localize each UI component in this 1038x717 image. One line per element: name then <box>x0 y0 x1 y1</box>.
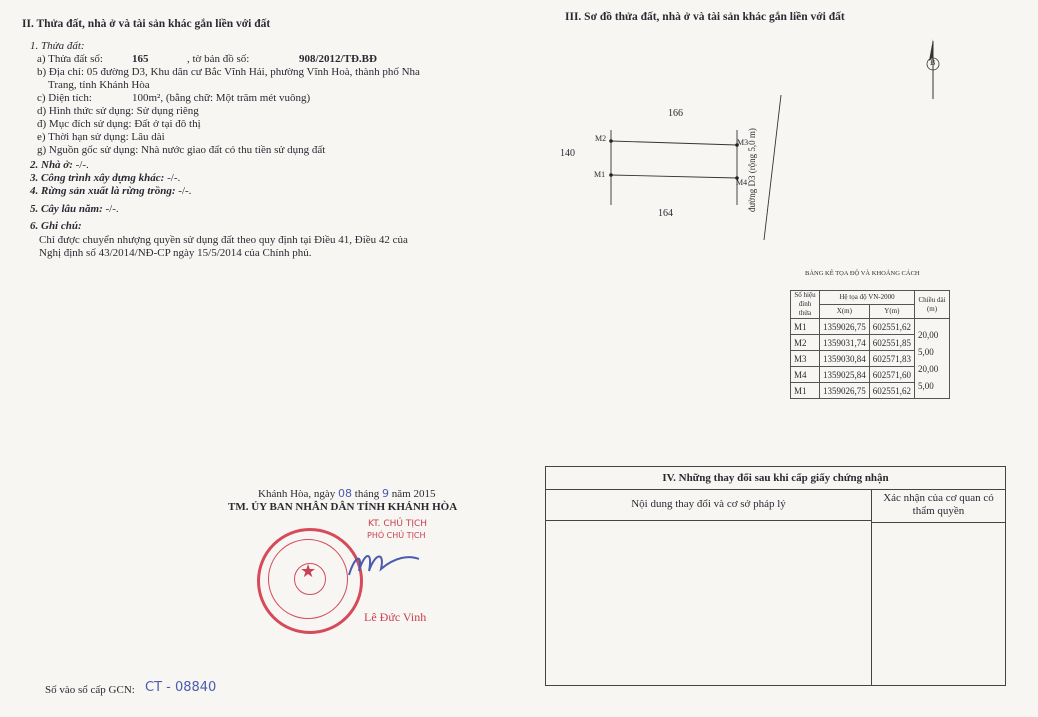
item-perennial-trees: 5. Cây lâu năm: -/-. <box>30 203 119 215</box>
vertex-m4: M4 <box>736 178 748 187</box>
address-line-1: b) Địa chỉ: 05 đường D3, Khu dân cư Bắc Vĩnh Hải, phường Vĩnh Hoà, thành phố Nha <box>37 66 420 78</box>
changes-col-confirm: Xác nhận của cơ quan có thẩm quyền <box>872 490 1005 523</box>
north-arrow-icon <box>927 39 939 99</box>
role-label: PHÓ CHỦ TỊCH <box>367 531 426 540</box>
item-notes: 6. Ghi chú: <box>30 220 82 232</box>
kt-label: KT. CHỦ TỊCH <box>368 519 428 529</box>
neighbor-164: 164 <box>658 208 673 219</box>
changes-col-content: Nội dung thay đổi và cơ sở pháp lý <box>546 490 872 521</box>
note-line-2: Nghị định số 43/2014/NĐ-CP ngày 15/5/2014 của Chính phủ. <box>39 247 312 259</box>
usage-purpose: đ) Mục đích sử dụng: Đất ở tại đô thị <box>37 118 201 130</box>
parcel-diagram <box>550 35 990 245</box>
vertex-m3: M3 <box>737 138 749 147</box>
table-row: M2 1359031,74 602551,85 <box>791 335 950 351</box>
table-title: BẢNG KÊ TỌA ĐỘ VÀ KHOẢNG CÁCH <box>805 270 920 277</box>
boundary-m2-m3 <box>611 141 737 145</box>
length-value: 20,00 <box>918 364 939 374</box>
neighbor-140: 140 <box>560 148 575 159</box>
road-label: đường D3 (rộng 5,0 m) <box>746 128 757 212</box>
col-coord-system: Hệ tọa độ VN-2000 <box>820 291 915 305</box>
item-forest: 4. Rừng sản xuất là rừng trồng: -/-. <box>30 185 192 197</box>
area-label: c) Diện tích: <box>37 92 92 104</box>
parcel-number: 165 <box>132 53 149 65</box>
section-iii-title: III. Sơ đồ thửa đất, nhà ở và tài sản khác gắn liền với đất <box>565 11 845 23</box>
signature-icon <box>345 545 425 585</box>
neighbor-166: 166 <box>668 108 683 119</box>
parcel-number-label: a) Thửa đất số: <box>37 53 103 65</box>
map-sheet-label: , tờ bản đồ số: <box>187 53 250 65</box>
gcn-registry-number: CT - 08840 <box>145 680 217 695</box>
north-label: B <box>930 58 936 67</box>
vertex-m2: M2 <box>595 134 607 143</box>
land-heading: 1. Thửa đất: <box>30 40 85 52</box>
col-length: Chiều dài (m) <box>915 291 950 319</box>
coordinate-table <box>790 290 950 399</box>
area-value: 100m², (bằng chữ: Một trăm mét vuông) <box>132 92 311 104</box>
map-sheet-number: 908/2012/TĐ.BĐ <box>299 53 377 65</box>
col-y: Y(m) <box>869 305 914 319</box>
note-line-1: Chỉ được chuyển nhượng quyền sử dụng đất theo quy định tại Điều 41, Điều 42 của <box>39 234 408 246</box>
signing-date: Khánh Hòa, ngày 08 tháng 9 năm 2015 <box>258 487 436 500</box>
length-value: 20,00 <box>918 330 939 340</box>
changes-title: IV. Những thay đổi sau khi cấp giấy chứng nhận <box>546 467 1005 490</box>
length-value: 5,00 <box>918 347 934 357</box>
boundary-m1-m4 <box>611 175 737 178</box>
road-edge <box>764 95 781 240</box>
table-row: M3 1359030,84 602571,83 <box>791 351 950 367</box>
table-row: M1 1359026,75 602551,62 <box>791 383 950 399</box>
length-value: 5,00 <box>918 381 934 391</box>
gcn-registry-label: Số vào sổ cấp GCN: <box>45 684 135 696</box>
usage-term: e) Thời hạn sử dụng: Lâu dài <box>37 131 165 143</box>
item-other-construction: 3. Công trình xây dựng khác: -/-. <box>30 172 181 184</box>
address-line-2: Trang, tỉnh Khánh Hòa <box>48 79 150 91</box>
item-house: 2. Nhà ở: -/-. <box>30 159 89 171</box>
usage-origin: g) Nguồn gốc sử dụng: Nhà nước giao đất có thu tiền sử dụng đất <box>37 144 326 156</box>
table-row: M4 1359025,84 602571,60 <box>791 367 950 383</box>
usage-form: d) Hình thức sử dụng: Sử dụng riêng <box>37 105 199 117</box>
vertex-m1: M1 <box>594 170 606 179</box>
col-x: X(m) <box>820 305 870 319</box>
star-icon: ★ <box>300 561 317 581</box>
col-point: Số hiệu đỉnh thửa <box>791 291 820 319</box>
issuing-organization: TM. ỦY BAN NHÂN DÂN TỈNH KHÁNH HÒA <box>228 501 458 513</box>
changes-table <box>545 466 1006 686</box>
signer-name: Lê Đức Vinh <box>364 610 427 624</box>
section-ii-title: II. Thửa đất, nhà ở và tài sản khác gắn liền với đất <box>22 18 271 30</box>
table-row: M1 1359026,75 602551,62 20,00 5,00 20,00 5,00 <box>791 319 950 335</box>
